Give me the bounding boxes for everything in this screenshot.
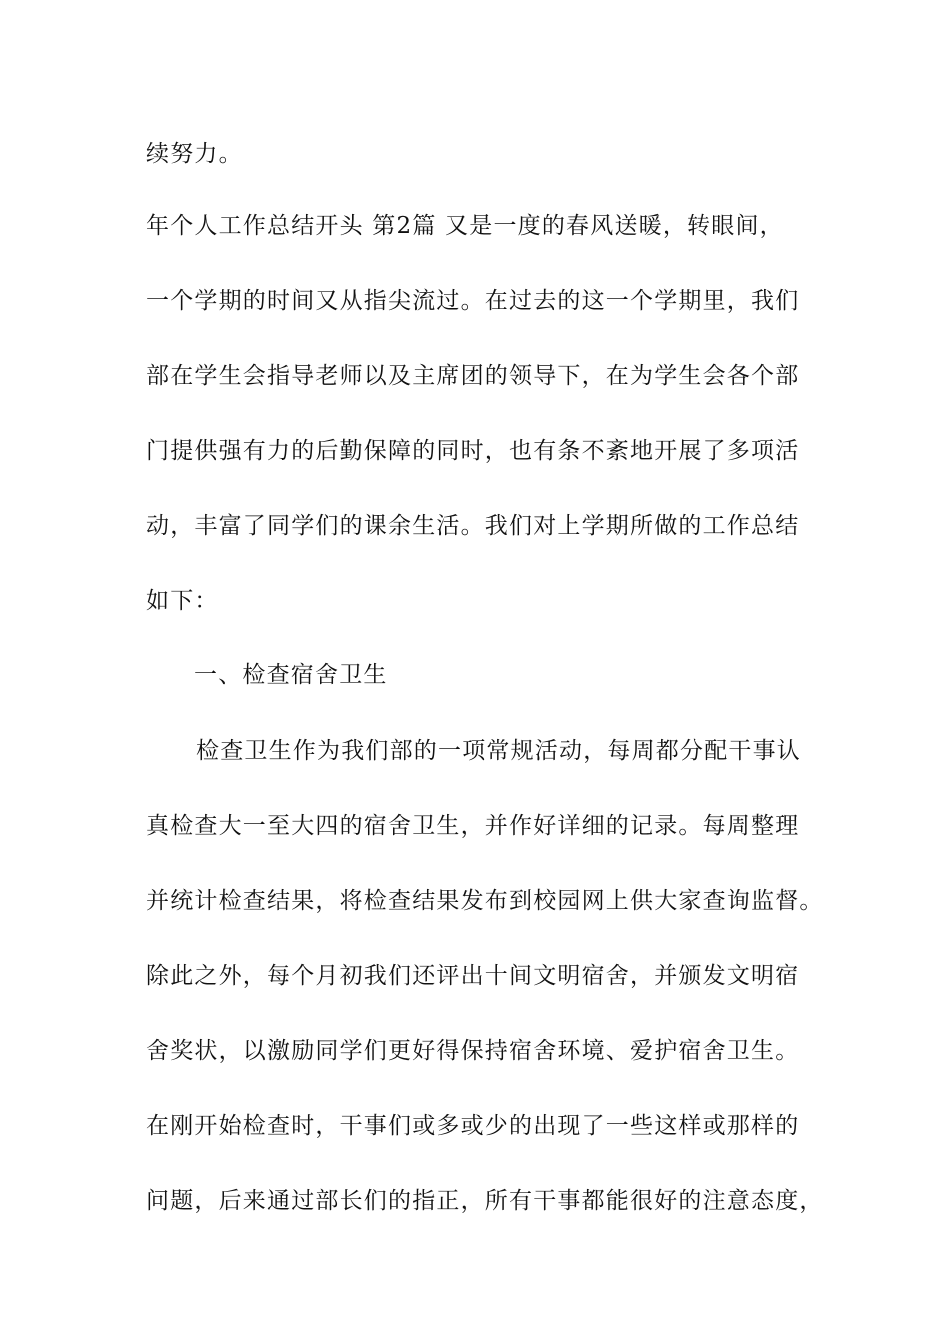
text-line: 在刚开始检查时，干事们或多或少的出现了一些这样或那样的 bbox=[146, 1113, 800, 1139]
text-line: 门提供强有力的后勤保障的同时，也有条不紊地开展了多项活 bbox=[146, 438, 800, 464]
text-line: 一个学期的时间又从指尖流过。在过去的这一个学期里，我们 bbox=[146, 288, 800, 314]
text-line: 问题，后来通过部长们的指正，所有干事都能很好的注意态度， bbox=[146, 1188, 824, 1214]
text-line: 检查卫生作为我们部的一项常规活动，每周都分配干事认 bbox=[196, 738, 801, 764]
section-heading: 一、检查宿舍卫生 bbox=[194, 662, 388, 688]
text-line: 如下： bbox=[146, 588, 219, 614]
text-line: 部在学生会指导老师以及主席团的领导下，在为学生会各个部 bbox=[146, 363, 800, 389]
text-line: 并统计检查结果，将检查结果发布到校园网上供大家查询监督。 bbox=[146, 888, 824, 914]
text-line: 年个人工作总结开头 第2篇 又是一度的春风送暖，转眼间， bbox=[146, 213, 784, 239]
text-line: 动，丰富了同学们的课余生活。我们对上学期所做的工作总结 bbox=[146, 513, 800, 539]
text-line: 续努力。 bbox=[146, 141, 243, 167]
text-line: 舍奖状，以激励同学们更好得保持宿舍环境、爱护宿舍卫生。 bbox=[146, 1038, 800, 1064]
text-line: 真检查大一至大四的宿舍卫生，并作好详细的记录。每周整理 bbox=[146, 813, 800, 839]
text-line: 除此之外，每个月初我们还评出十间文明宿舍，并颁发文明宿 bbox=[146, 963, 800, 989]
